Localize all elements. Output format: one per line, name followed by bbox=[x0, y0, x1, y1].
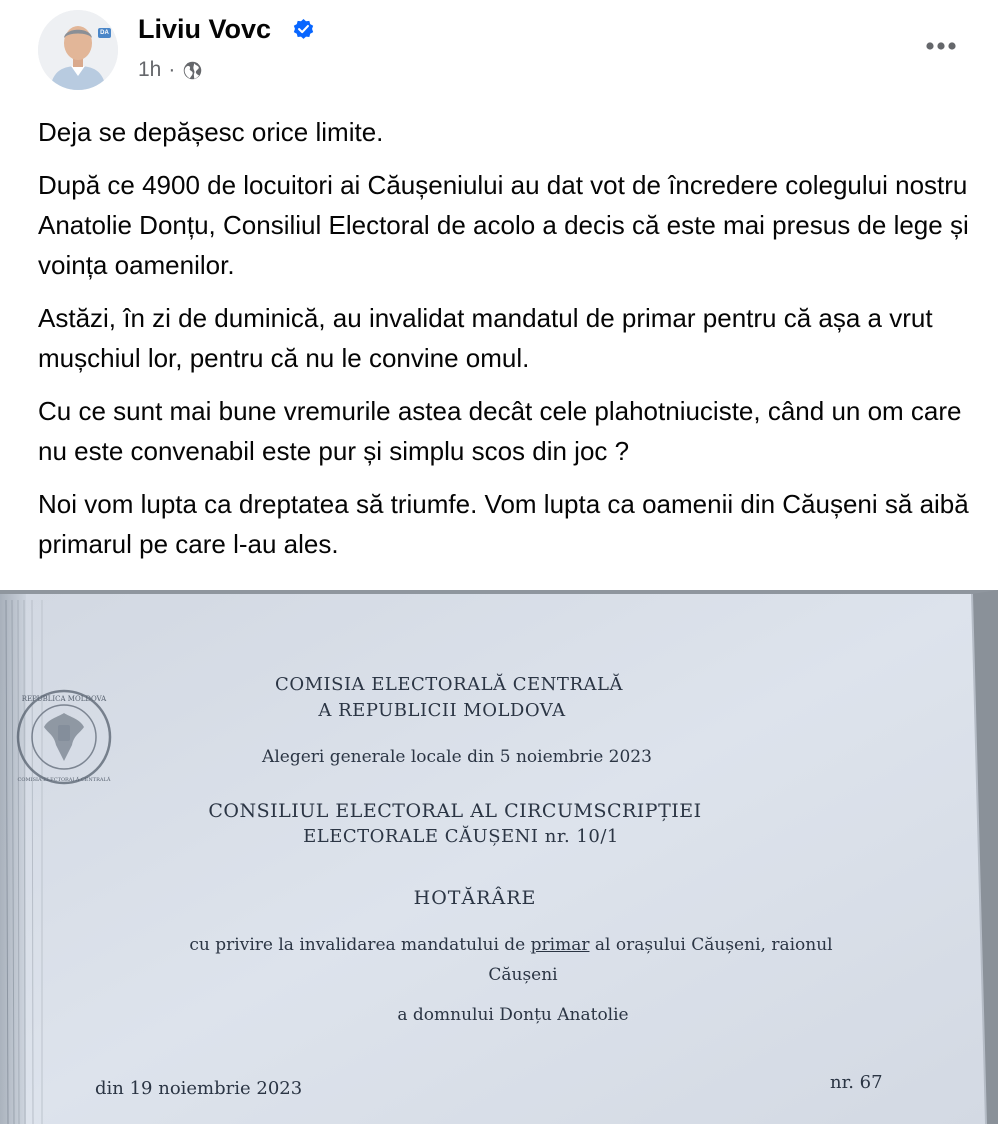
verified-badge-icon bbox=[292, 18, 315, 41]
meta-separator: · bbox=[168, 58, 176, 81]
doc-header-line2: A REPUBLICII MOLDOVA bbox=[318, 700, 566, 721]
seal-text-top: REPUBLICA MOLDOVA bbox=[21, 695, 107, 703]
post-paragraph: Cu ce sunt mai bune vremurile astea decât cele plahotniuciste, când un om care nu este convenabil este pur și simplu scos din joc ? bbox=[38, 396, 962, 466]
post-paragraph: După ce 4900 de locuitori ai Căușeniului au dat vot de încredere colegului nostru Anatolie Donțu, Consiliul Electoral de acolo a decis că este mai presus de lege și voința oamenilor. bbox=[38, 170, 969, 280]
doc-council-line2: ELECTORALE CĂUȘENI nr. 10/1 bbox=[303, 826, 619, 847]
doc-date: din 19 noiembrie 2023 bbox=[95, 1078, 303, 1099]
seal-text-side: COMISIA ELECTORALĂ CENTRALĂ bbox=[17, 777, 111, 783]
doc-subject-line1 bbox=[12, 935, 998, 955]
avatar[interactable] bbox=[38, 10, 118, 90]
doc-number: nr. 67 bbox=[830, 1072, 883, 1093]
post-paragraph: Deja se depășesc orice limite. bbox=[38, 117, 384, 147]
doc-subject-post: al orașului Căușeni, raionul bbox=[589, 935, 833, 955]
post-meta bbox=[138, 58, 203, 82]
doc-subject-pre: cu privire la invalidarea mandatului de bbox=[189, 935, 531, 955]
author-name[interactable]: Liviu Vovc bbox=[138, 14, 272, 44]
doc-title: HOTĂRÂRE bbox=[413, 887, 537, 909]
post-paragraph: Astăzi, în zi de duminică, au invalidat mandatul de primar pentru că așa a vrut mușchiul lor, pentru că nu le convine omul. bbox=[38, 303, 933, 373]
post-photo[interactable] bbox=[0, 590, 998, 1124]
doc-header-line1: COMISIA ELECTORALĂ CENTRALĂ bbox=[275, 674, 623, 695]
doc-subject-line2: Căușeni bbox=[488, 965, 558, 985]
post-paragraph: Noi vom lupta ca dreptatea să triumfe. Vom lupta ca oamenii din Căușeni să aibă primarul pe care l-au ales. bbox=[38, 489, 969, 559]
doc-subject-underlined: primar bbox=[530, 935, 590, 955]
doc-council-line1: CONSILIUL ELECTORAL AL CIRCUMSCRIPȚIEI bbox=[208, 800, 702, 822]
more-options-icon[interactable] bbox=[924, 36, 958, 56]
avatar-badge: DA bbox=[98, 28, 111, 38]
doc-elections-line: Alegeri generale locale din 5 noiembrie 2023 bbox=[262, 747, 652, 767]
paper-background bbox=[0, 590, 998, 1124]
post-card bbox=[6, 0, 992, 590]
post-text bbox=[38, 112, 978, 577]
profile-photo bbox=[38, 10, 118, 90]
doc-person: a domnului Donțu Anatolie bbox=[397, 1005, 629, 1025]
globe-icon[interactable] bbox=[182, 60, 203, 81]
post-time[interactable]: 1h bbox=[138, 58, 162, 81]
